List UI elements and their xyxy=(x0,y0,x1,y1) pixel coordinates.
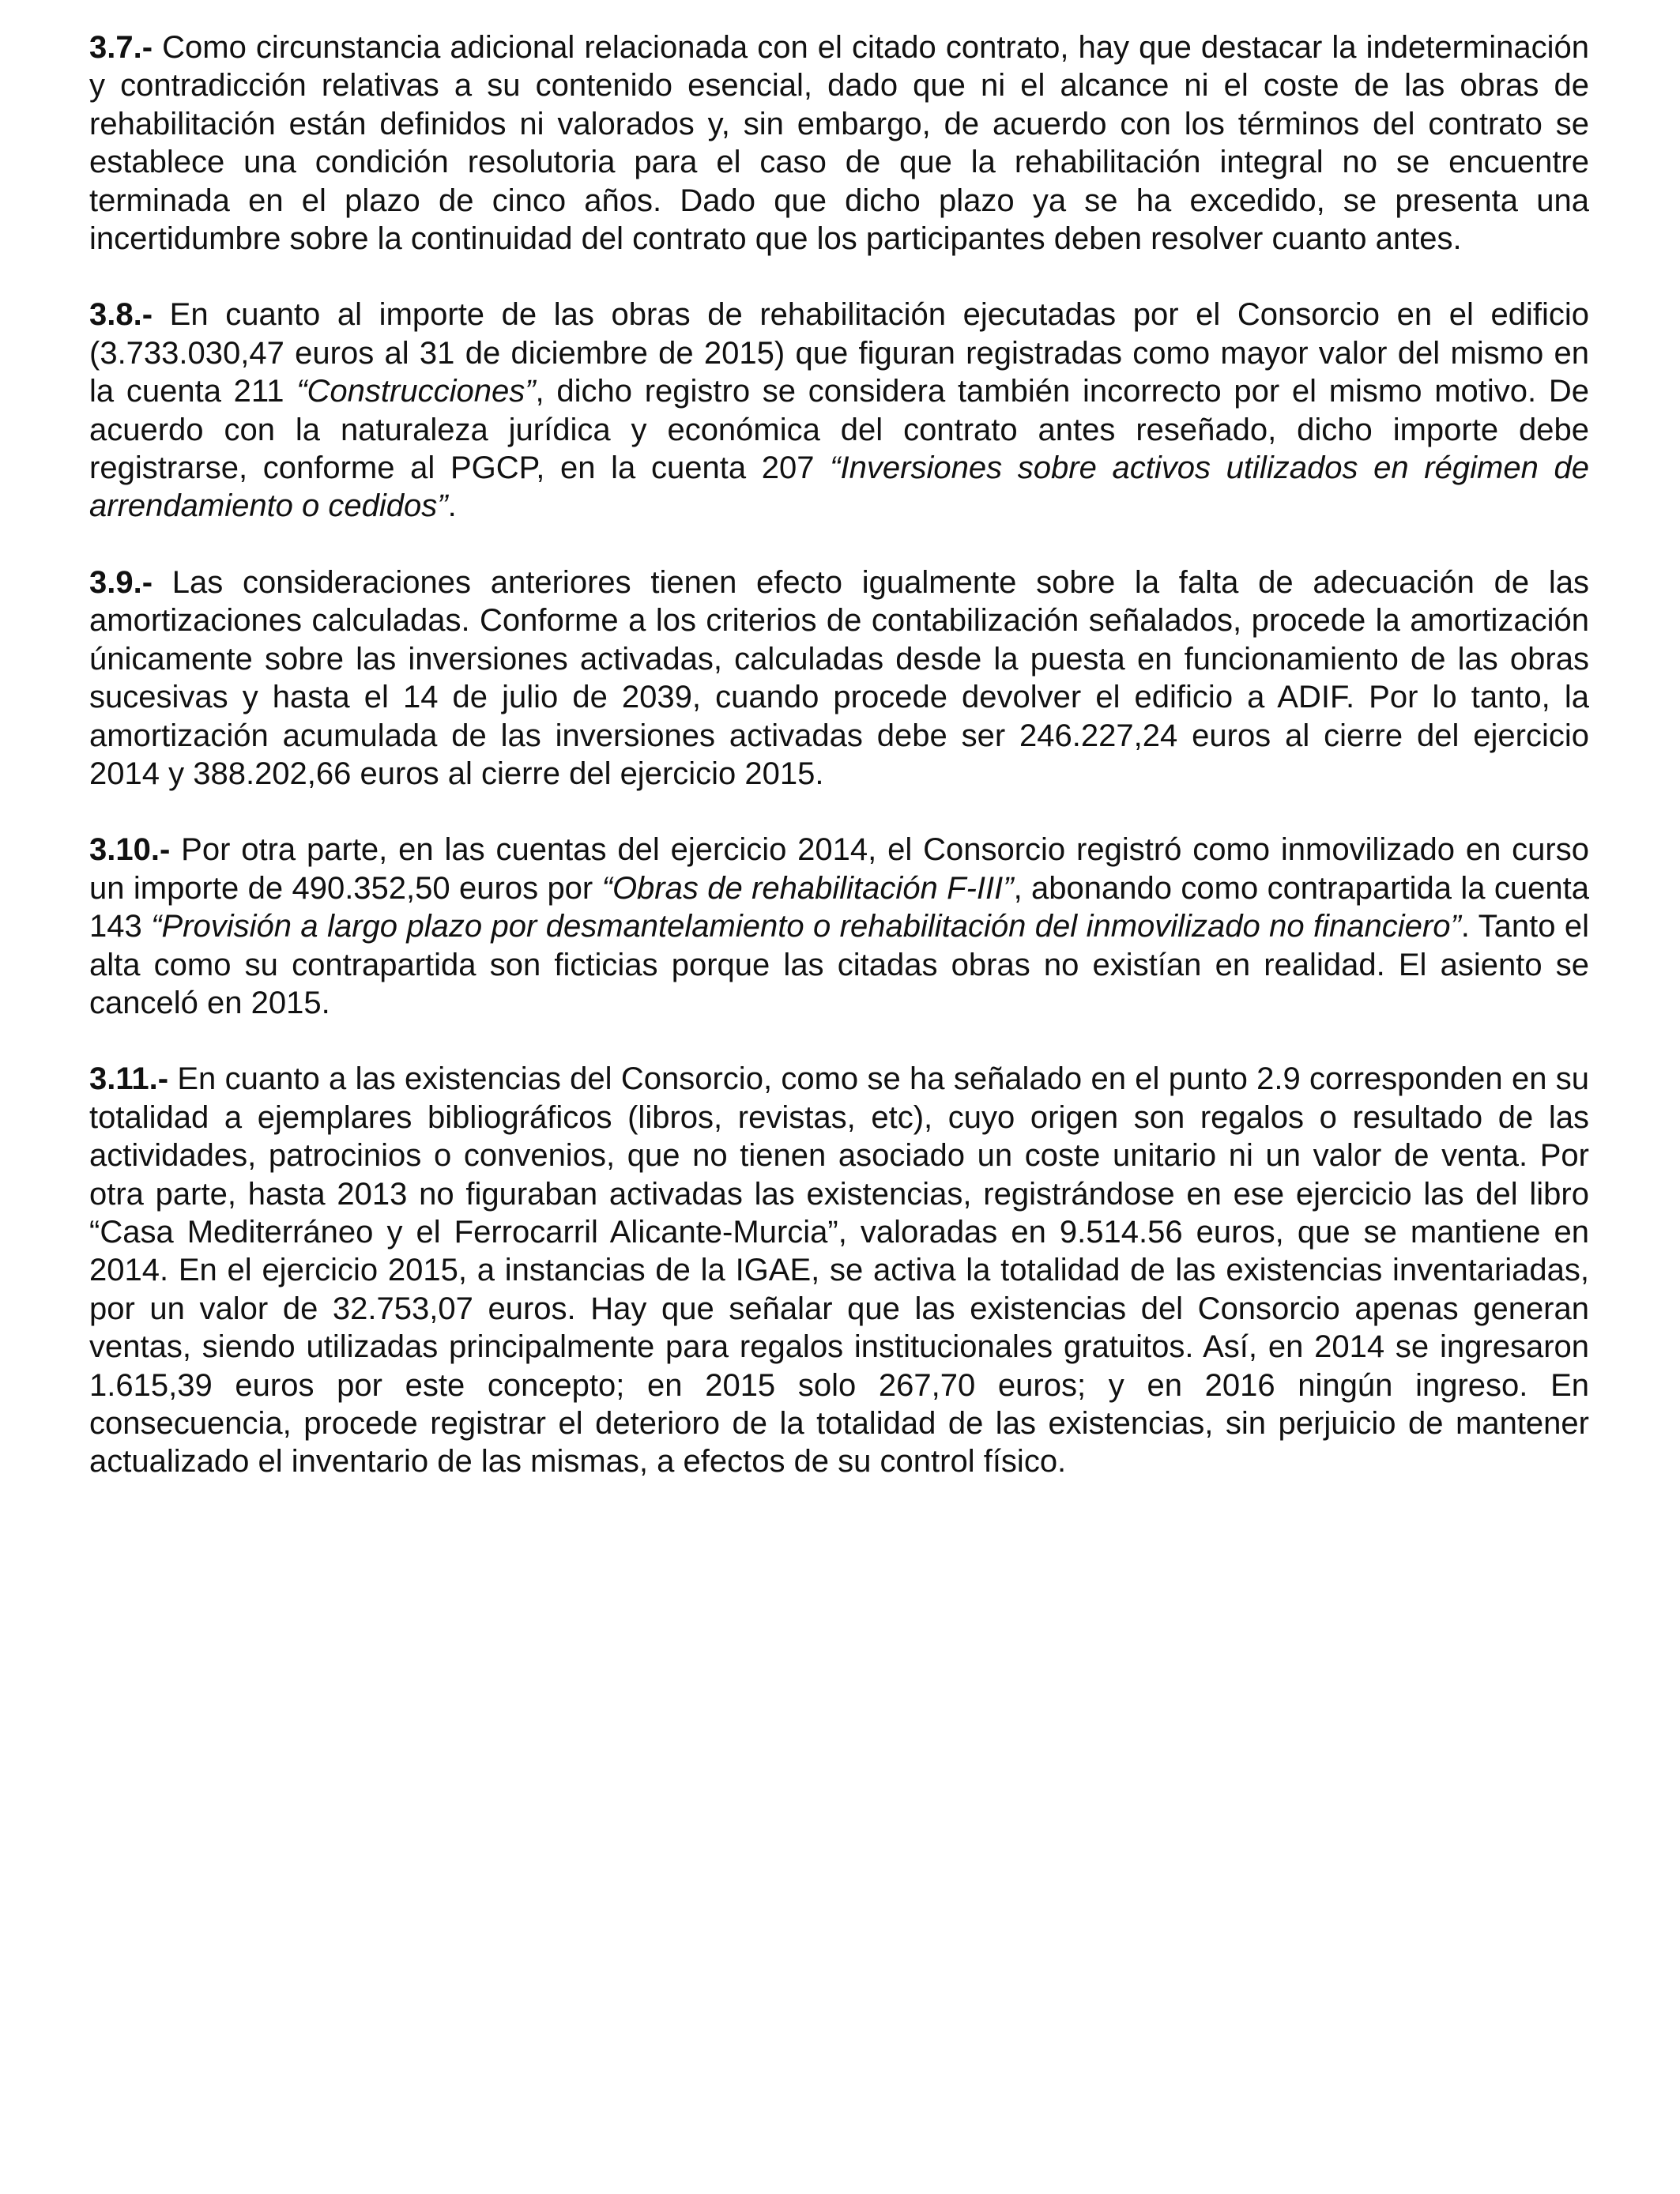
account-name-construcciones: “Construcciones” xyxy=(296,374,536,409)
paragraph-text: Por otra parte, en las cuentas del ejercicio 2014, el Consorcio registró como inmovilizado en curso un importe de 490.352,50 euros por xyxy=(89,832,1589,906)
paragraph-number: 3.11.- xyxy=(89,1061,169,1097)
paragraph-3-9 xyxy=(89,564,1589,793)
paragraph-text: En cuanto a las existencias del Consorcio, como se ha señalado en el punto 2.9 corresponden en su totalidad a ejemplares bibliográficos (libros, revistas, etc), cuyo origen son regalos o resultado de las actividades, patrocinios o convenios, que no tienen asociado un coste unitario ni un valor de venta. Por otra parte, hasta 2013 no figuraban activadas las existencias, registrándose en ese ejercicio las del libro “Casa Mediterráneo y el Ferrocarril Alicante-Murcia”, valoradas en 9.514.56 euros, que se mantiene en 2014. En el ejercicio 2015, a instancias de la IGAE, se activa la totalidad de las existencias inventariadas, por un valor de 32.753,07 euros. Hay que señalar que las existencias del Consorcio apenas generan ventas, siendo utilizadas principalmente para regalos institucionales gratuitos. Así, en 2014 se ingresaron 1.615,39 euros por este concepto; en 2015 solo 267,70 euros; y en 2016 ningún ingreso. En consecuencia, procede registrar el deterioro de la totalidad de las existencias, sin perjuicio de mantener actualizado el inventario de las mismas, a efectos de su control físico. xyxy=(89,1061,1589,1480)
paragraph-text: . xyxy=(447,488,457,524)
paragraph-number: 3.8.- xyxy=(89,297,153,333)
paragraph-text: , abonando como contrapartida la cuenta 143 xyxy=(89,870,1590,944)
paragraph-text: Las consideraciones anteriores tienen efecto igualmente sobre la falta de adecuación de las amortizaciones calculadas. Conforme a los criterios de contabilización señalados, procede la amortización únicamente sobre las inversiones activadas, calculadas desde la puesta en funcionamiento de las obras sucesivas y hasta el 14 de julio de 2039, cuando procede devolver el edificio a ADIF. Por lo tanto, la amortización acumulada de las inversiones activadas debe ser 246.227,24 euros al cierre del ejercicio 2014 y 388.202,66 euros al cierre del ejercicio 2015. xyxy=(89,564,1589,791)
document-page xyxy=(89,28,1589,1519)
paragraph-text: . Tanto el alta como su contrapartida son ficticias porque las citadas obras no existían en realidad. El asiento se canceló en 2015. xyxy=(89,909,1589,1020)
paragraph-3-8 xyxy=(89,296,1589,525)
account-name-provision: “Provisión a largo plazo por desmantelamiento o rehabilitación del inmovilizado no financiero” xyxy=(151,909,1461,944)
paragraph-text: Como circunstancia adicional relacionada con el citado contrato, hay que destacar la indeterminación y contradicción relativas a su contenido esencial, dado que ni el alcance ni el coste de las obras de rehabilitación están definidos ni valorados y, sin embargo, de acuerdo con los términos del contrato se establece una condición resolutoria para el caso de que la rehabilitación integral no se encuentre terminada en el plazo de cinco años. Dado que dicho plazo ya se ha excedido, se presenta una incertidumbre sobre la continuidad del contrato que los participantes deben resolver cuanto antes. xyxy=(89,30,1589,257)
account-name-inversiones: “Inversiones sobre activos utilizados en régimen de arrendamiento o cedidos” xyxy=(89,450,1589,524)
paragraph-number: 3.10.- xyxy=(89,832,171,868)
paragraph-3-10 xyxy=(89,831,1589,1022)
paragraph-3-11 xyxy=(89,1060,1589,1480)
paragraph-3-7 xyxy=(89,28,1589,258)
paragraph-number: 3.9.- xyxy=(89,564,153,600)
paragraph-number: 3.7.- xyxy=(89,30,153,65)
paragraph-text: , dicho registro se considera también incorrecto por el mismo motivo. De acuerdo con la naturaleza jurídica y económica del contrato antes reseñado, dicho importe debe registrarse, conforme al PGCP, en la cuenta 207 xyxy=(89,374,1589,486)
paragraph-text: En cuanto al importe de las obras de rehabilitación ejecutadas por el Consorcio en el edificio (3.733.030,47 euros al 31 de diciembre de 2015) que figuran registradas como mayor valor del mismo en la cuenta 211 xyxy=(89,297,1589,409)
works-name-f-iii: “Obras de rehabilitación F-III” xyxy=(601,870,1014,906)
